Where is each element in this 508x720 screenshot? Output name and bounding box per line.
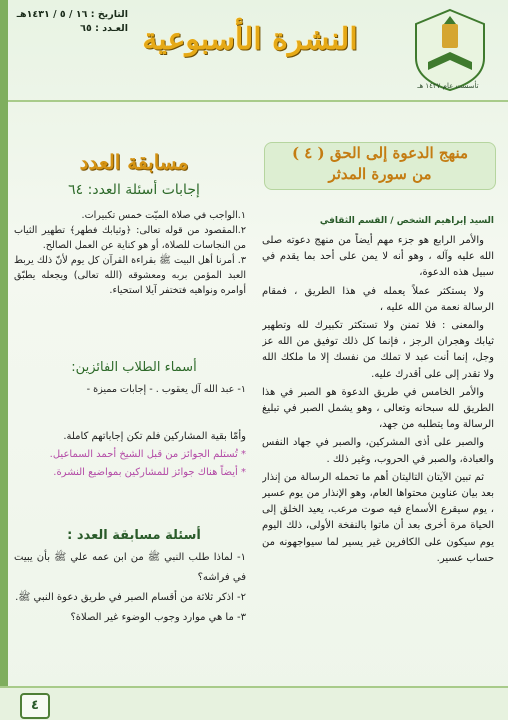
questions-list <box>14 548 246 628</box>
header-divider <box>8 100 508 102</box>
answer-item: ١.الواجب في صلاة الميّت خمس تكبيرات. <box>81 210 246 221</box>
note-item: * أيضاً هناك جوائز للمشاركين بمواضيع النشرة. <box>53 467 246 478</box>
issue-number: العـدد : ٦٥ <box>80 23 128 34</box>
article-heading-line1: منهج الدعوة إلى الحق ( ٤ ) <box>291 144 469 162</box>
article-paragraph: والمعنى : فلا تمنن ولا تستكثر تكبيرك لله وتطهير ثيابك وهجران الرجز ، فإنما كل ذلك توفيق من الله عز وجل، إنما أنت عبد لا تملك من نفسك إلا ما ملكك الله ولا تقدر إلى على أقدرك عليه. <box>262 320 494 380</box>
article-paragraph: والأمر الرابع هو جزء مهم أيضاً من منهج دعوته صلى الله عليه وآله ، وهو أنه لا يمن على أحد بما يقدم في سبيل هذه الدعوة، <box>262 235 494 279</box>
newsletter-title: النشرة الأسبوعية <box>142 22 358 57</box>
answer-item: ٢.المقصود من قوله تعالى: ﴿وثيابك فطهر﴾ تطهير الثياب من النجاسات للصلاة، أو هو كناية عن العمل الصالح. <box>14 225 246 251</box>
date-label: التاريخ : ١٦ / ٥ / ١٤٣١هـ <box>16 9 128 20</box>
answers-list <box>14 208 246 298</box>
logo-caption: تأسست عام ١٤٢٧ هـ <box>417 82 479 90</box>
issue-info <box>8 8 128 36</box>
note-item: * تُستلم الجوائز من قبل الشيخ أحمد السماعيل. <box>49 449 246 460</box>
article-body <box>262 233 494 685</box>
article-heading-line2: من سورة المدثر <box>328 165 432 183</box>
answers-heading: إجابات أسئلة العدد: ٦٤ <box>68 182 200 198</box>
note-item: وأمّا بقية المشاركين فلم تكن إجاباتهم كاملة. <box>63 431 246 442</box>
answer-item: ٣. أمرنا أهل البيت ﷺ بقراءة القرآن كل يوم لأنّ ذلك يربط العبد المؤمن بربه ومعشوقه (الله تعالى) ويجعله يطبّق أوامره ونواهيه فتختفر آيلا استحياء. <box>14 255 246 296</box>
article-author: السيد إبراهيم الشخص / القسم الثقافي <box>319 216 494 226</box>
question-item: ٢- اذكر ثلاثة من أقسام الصبر في طريق دعوة النبي ﷺ. <box>15 592 246 603</box>
article-paragraph: ولا يستكثر عملاً يعمله في هذا الطريق ، فمقام الرسالة نعمة من الله عليه ، <box>262 285 494 313</box>
contest-notes <box>14 428 246 482</box>
article-heading <box>264 142 496 190</box>
header <box>0 0 508 105</box>
question-item: ٣- ما هي موارد وجوب الوضوء غير الصلاة؟ <box>70 612 246 623</box>
article-paragraph: والأمر الخامس في طريق الدعوة هو الصبر في هذا الطريق لله سبحانه وتعالى ، وهو يشمل الصبر في تبليغ الرسالة وما يتطلبه من جهد، <box>262 386 494 431</box>
logo-icon <box>412 6 488 94</box>
article-paragraph: ثم تبين الآيتان التاليتان أهم ما تحمله الرسالة من إنذار بعد بيان عناوين محتواها العام، وهو الإنذار من يوم عسير ، يوم سيقرع الأسماع فيه صوت مرعب، يعيد الخلق إلى الحياة مرة أخرى بعد أن ماتوا بالنفخة الأولى، ذلك اليوم يوم سيكون على الكافرين غير يسير لما سيواجهونه من حساب عسير. <box>262 471 494 564</box>
footer <box>0 686 508 720</box>
questions-heading: أسئلة مسابقة العدد : <box>67 528 201 543</box>
left-border <box>0 0 8 718</box>
winners-heading: أسماء الطلاب الفائزين: <box>71 360 197 375</box>
contest-title: مسابقة العدد <box>79 150 189 174</box>
question-item: ١- لماذا طلب النبي ﷺ من ابن عمه علي ﷺ بأن يبيت في فراشه؟ <box>14 552 246 583</box>
winner-item: ١- عبد الله آل يعقوب . - إجابات مميزة - <box>86 384 246 395</box>
winners-list <box>14 383 246 397</box>
page-number: ٤ <box>20 693 50 719</box>
article-paragraph: والصبر على أذى المشركين، والصبر في جهاد النفس والعبادة، والصبر في الحروب، وغير ذلك . <box>262 437 494 465</box>
